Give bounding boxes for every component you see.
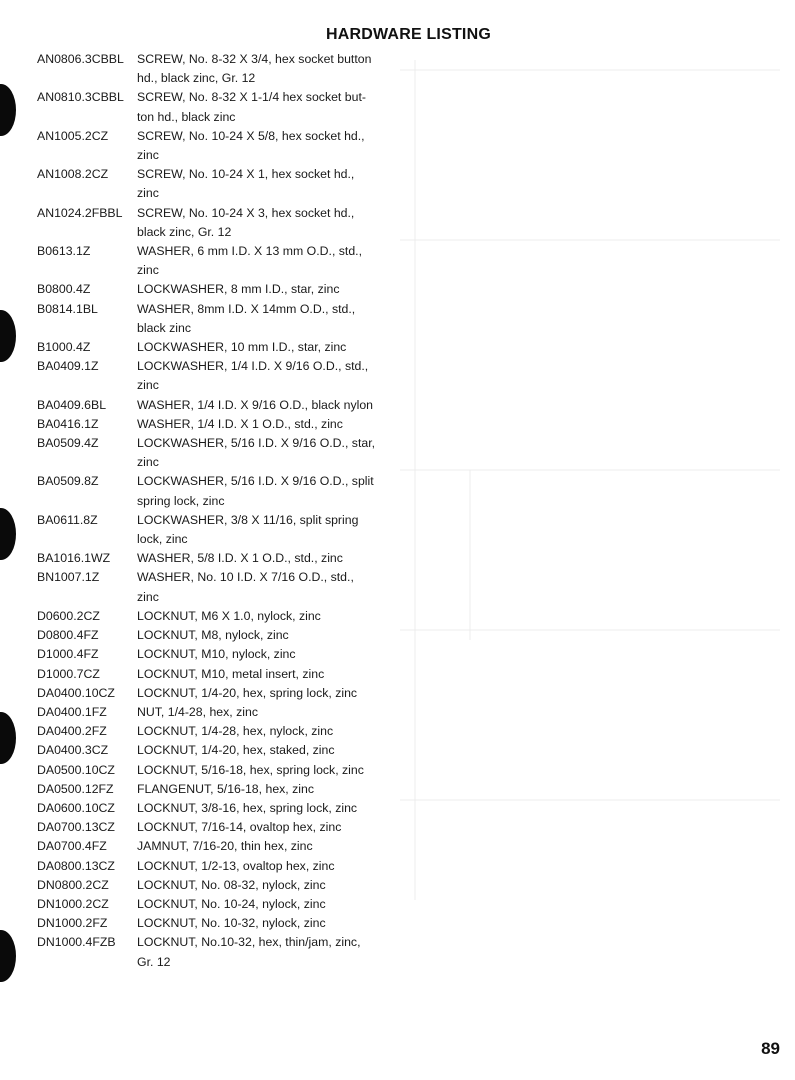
listing-row	[37, 300, 397, 338]
part-description: LOCKWASHER, 10 mm I.D., star, zinc	[137, 340, 347, 355]
part-description: WASHER, 1/4 I.D. X 1 O.D., std., zinc	[137, 416, 343, 431]
listing-row	[37, 511, 397, 549]
listing-row	[37, 396, 397, 415]
listing-row	[37, 895, 397, 914]
part-number: BA0509.4Z	[37, 436, 99, 451]
part-number: DA0400.1FZ	[37, 704, 107, 719]
part-number: BA0409.1Z	[37, 359, 99, 374]
part-description: WASHER, 1/4 I.D. X 9/16 O.D., black nylon	[137, 397, 374, 412]
part-description: WASHER, 5/8 I.D. X 1 O.D., std., zinc	[137, 551, 343, 566]
part-number: D1000.4FZ	[37, 647, 99, 662]
part-description: LOCKNUT, No. 10-24, nylock, zinc	[137, 896, 326, 911]
listing-row	[37, 645, 397, 664]
part-number: DN1000.4FZB	[37, 935, 116, 950]
part-description: LOCKWASHER, 3/8 X 11/16, split spring lock, zinc	[137, 512, 359, 547]
binder-hole	[0, 930, 16, 982]
part-number: DA0700.13CZ	[37, 820, 115, 835]
part-description: LOCKNUT, 1/2-13, ovaltop hex, zinc	[137, 858, 335, 873]
part-number: B0800.4Z	[37, 282, 91, 297]
part-number: D0600.2CZ	[37, 608, 100, 623]
listing-row	[37, 818, 397, 837]
part-description: LOCKNUT, M10, nylock, zinc	[137, 647, 296, 662]
part-description: LOCKNUT, 1/4-20, hex, spring lock, zinc	[137, 685, 358, 700]
listing-row	[37, 472, 397, 510]
part-description: WASHER, No. 10 I.D. X 7/16 O.D., std., zinc	[137, 570, 354, 604]
listing-row	[37, 242, 397, 280]
listing-row	[37, 933, 397, 971]
part-description: JAMNUT, 7/16-20, thin hex, zinc	[137, 839, 313, 854]
part-number: AN0806.3CBBL	[37, 52, 124, 66]
listing-row	[37, 626, 397, 645]
part-number: BN1007.1Z	[37, 570, 100, 585]
listing-row	[37, 50, 397, 88]
part-description: SCREW, No. 10-24 X 5/8, hex socket hd., zinc	[137, 128, 365, 163]
part-number: DN1000.2CZ	[37, 896, 109, 911]
page-number: 89	[761, 1039, 780, 1058]
part-description: FLANGENUT, 5/16-18, hex, zinc	[137, 781, 315, 796]
listing-row	[37, 741, 397, 760]
part-description: LOCKNUT, 5/16-18, hex, spring lock, zinc	[137, 762, 364, 777]
part-number: BA0509.8Z	[37, 474, 99, 489]
part-number: AN0810.3CBBL	[37, 90, 124, 105]
binder-hole	[0, 508, 16, 560]
binder-hole	[0, 84, 16, 136]
listing-row	[37, 165, 397, 203]
part-number: B0613.1Z	[37, 244, 91, 259]
part-number: BA1016.1WZ	[37, 551, 111, 566]
listing-row	[37, 914, 397, 933]
listing-row	[37, 607, 397, 626]
listing-row	[37, 780, 397, 799]
listing-row	[37, 703, 397, 722]
part-description: SCREW, No. 8-32 X 3/4, hex socket button hd., black zinc, Gr. 12	[137, 52, 372, 86]
part-number: B1000.4Z	[37, 340, 91, 355]
part-number: DA0400.3CZ	[37, 743, 109, 758]
listing-row	[37, 204, 397, 242]
listing-row	[37, 280, 397, 299]
listing-row	[37, 415, 397, 434]
hardware-listing	[37, 50, 397, 972]
part-description: WASHER, 8mm I.D. X 14mm O.D., std., black zinc	[137, 301, 356, 335]
part-number: DN1000.2FZ	[37, 916, 108, 931]
part-description: LOCKNUT, M8, nylock, zinc	[137, 628, 289, 643]
binder-hole	[0, 310, 16, 362]
part-number: DA0800.13CZ	[37, 858, 115, 873]
part-description: LOCKNUT, 1/4-28, hex, nylock, zinc	[137, 724, 334, 739]
part-number: DA0700.4FZ	[37, 839, 107, 854]
part-number: DA0500.10CZ	[37, 762, 115, 777]
part-number: D1000.7CZ	[37, 666, 100, 681]
part-number: B0814.1BL	[37, 301, 98, 316]
part-description: LOCKWASHER, 5/16 I.D. X 9/16 O.D., split spring lock, zinc	[137, 474, 374, 508]
part-description: LOCKNUT, No. 10-32, nylock, zinc	[137, 916, 326, 931]
part-number: BA0416.1Z	[37, 416, 99, 431]
listing-row	[37, 857, 397, 876]
listing-row	[37, 665, 397, 684]
part-number: AN1008.2CZ	[37, 167, 109, 182]
part-number: DA0400.2FZ	[37, 724, 107, 739]
part-number: AN1005.2CZ	[37, 128, 109, 143]
listing-row	[37, 127, 397, 165]
listing-row	[37, 568, 397, 606]
listing-row	[37, 722, 397, 741]
part-description: NUT, 1/4-28, hex, zinc	[137, 704, 258, 719]
part-description: LOCKNUT, No. 08-32, nylock, zinc	[137, 877, 326, 892]
part-number: D0800.4FZ	[37, 628, 99, 643]
part-number: BA0409.6BL	[37, 397, 107, 412]
part-description: LOCKWASHER, 8 mm I.D., star, zinc	[137, 282, 340, 297]
listing-row	[37, 799, 397, 818]
listing-row	[37, 761, 397, 780]
part-number: DA0600.10CZ	[37, 800, 115, 815]
listing-row	[37, 88, 397, 126]
part-description: LOCKWASHER, 5/16 I.D. X 9/16 O.D., star, zinc	[137, 436, 376, 470]
listing-row	[37, 434, 397, 472]
part-description: SCREW, No. 10-24 X 1, hex socket hd., zinc	[137, 167, 355, 201]
part-description: SCREW, No. 8-32 X 1-1/4 hex socket but- ton hd., black zinc	[137, 90, 366, 124]
part-description: LOCKNUT, No.10-32, hex, thin/jam, zinc, Gr. 12	[137, 935, 361, 969]
part-description: WASHER, 6 mm I.D. X 13 mm O.D., std., zinc	[137, 244, 363, 278]
part-number: BA0611.8Z	[37, 512, 98, 527]
part-description: LOCKWASHER, 1/4 I.D. X 9/16 O.D., std., zinc	[137, 359, 369, 393]
part-description: SCREW, No. 10-24 X 3, hex socket hd., black zinc, Gr. 12	[137, 205, 355, 239]
part-description: LOCKNUT, 1/4-20, hex, staked, zinc	[137, 743, 335, 758]
part-number: DA0500.12FZ	[37, 781, 114, 796]
part-description: LOCKNUT, M10, metal insert, zinc	[137, 666, 325, 681]
listing-row	[37, 684, 397, 703]
listing-row	[37, 549, 397, 568]
page-title: HARDWARE LISTING	[326, 26, 491, 43]
listing-row	[37, 876, 397, 895]
part-description: LOCKNUT, 7/16-14, ovaltop hex, zinc	[137, 820, 342, 835]
listing-row	[37, 357, 397, 395]
listing-row	[37, 338, 397, 357]
part-description: LOCKNUT, M6 X 1.0, nylock, zinc	[137, 608, 321, 623]
part-description: LOCKNUT, 3/8-16, hex, spring lock, zinc	[137, 800, 358, 815]
listing-row	[37, 837, 397, 856]
binder-hole	[0, 712, 16, 764]
part-number: DN0800.2CZ	[37, 877, 109, 892]
part-number: DA0400.10CZ	[37, 685, 115, 700]
part-number: AN1024.2FBBL	[37, 205, 123, 220]
